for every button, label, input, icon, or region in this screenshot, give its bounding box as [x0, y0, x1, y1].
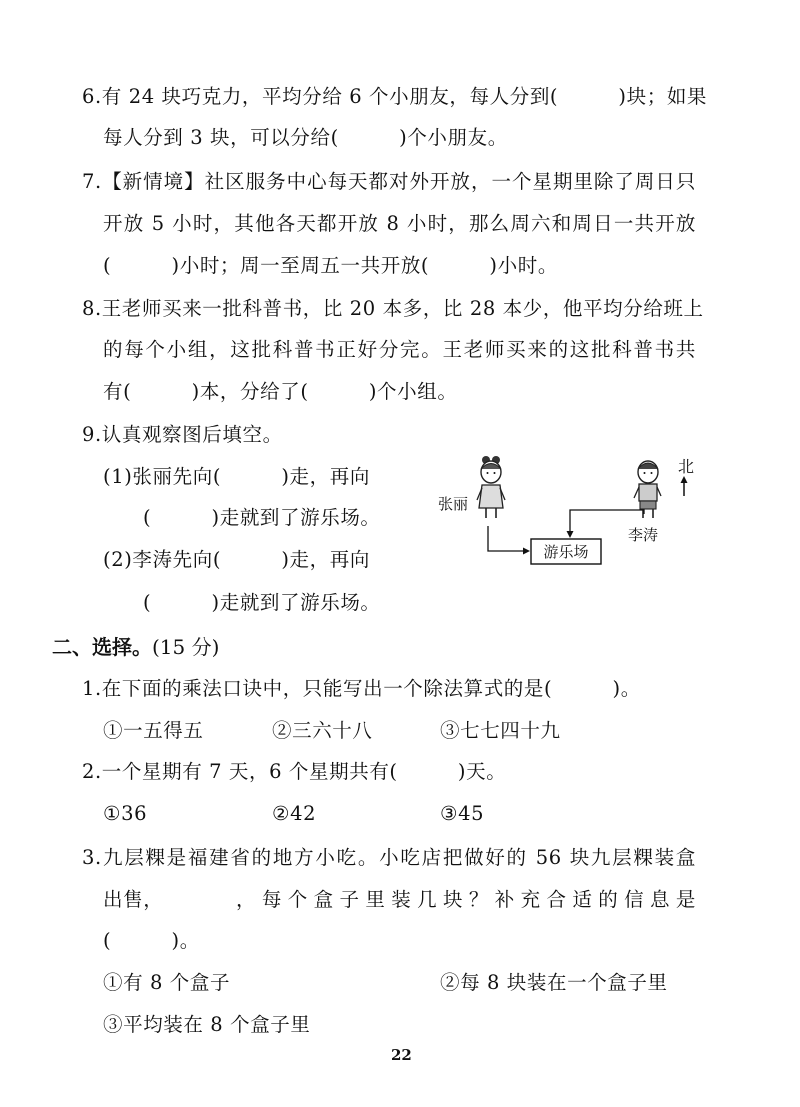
q8-line2: 的每个小组，这批科普书正好分完。王老师买来的这批科普书共: [103, 338, 696, 361]
q8-line3: 有( )本，分给了( )个小组。: [103, 380, 458, 403]
section-points: (15 分): [152, 635, 220, 659]
c3-line3: ( )。: [103, 929, 200, 952]
q9-part1-line2: ( )走就到了游乐场。: [143, 506, 381, 529]
q9-part2-line1: (2)李涛先向( )走，再向: [103, 548, 370, 571]
section-heading: 二、选择。: [52, 635, 152, 659]
zhangli-path-arrowhead-icon: [523, 548, 530, 555]
q7-line1: 7.【新情境】社区服务中心每天都对外开放，一个星期里除了周日只: [82, 170, 696, 193]
q7-line3: ( )小时；周一至周五一共开放( )小时。: [103, 254, 558, 277]
c2-stem: 2.一个星期有 7 天，6 个星期共有( )天。: [82, 760, 507, 783]
q9-figure-svg: [430, 452, 720, 582]
c3-line2-part1: 出售，: [103, 888, 164, 911]
page-number: 22: [391, 1046, 412, 1064]
q8-line1: 8.王老师买来一批科普书，比 20 本多，比 28 本少，他平均分给班上: [82, 297, 704, 320]
q6-line2: 每人分到 3 块，可以分给( )个小朋友。: [103, 126, 508, 149]
c1-option-1: ①一五得五: [103, 719, 204, 742]
c3-line2-part2: ，每个盒子里装几块？补充合适的信息是: [236, 888, 696, 911]
zhangli-path: [488, 526, 525, 551]
c1-stem: 1.在下面的乘法口诀中，只能写出一个除法算式的是( )。: [82, 677, 641, 700]
q6-line1: 6.有 24 块巧克力，平均分给 6 个小朋友，每人分到( )块；如果: [82, 85, 708, 108]
north-arrowhead-icon: [681, 476, 688, 483]
litao-label: 李涛: [628, 526, 659, 544]
c2-option-1: ①36: [103, 802, 148, 825]
c3-option-3: ③平均装在 8 个盒子里: [103, 1013, 311, 1036]
zhangli-label: 张丽: [438, 495, 469, 513]
section-title: [52, 634, 219, 660]
c1-option-2: ②三六十八: [272, 719, 373, 742]
zhangli-girl-icon: [477, 456, 505, 518]
c2-option-3: ③45: [440, 802, 485, 825]
north-label: 北: [678, 457, 695, 476]
c3-option-2: ②每 8 块装在一个盒子里: [440, 971, 668, 994]
q9-part1-line1: (1)张丽先向( )走，再向: [103, 465, 370, 488]
park-label: 游乐场: [543, 543, 589, 561]
q9-stem: 9.认真观察图后填空。: [82, 423, 283, 446]
c3-option-1: ①有 8 个盒子: [103, 971, 231, 994]
c2-option-2: ②42: [272, 802, 317, 825]
q9-figure: [430, 452, 720, 582]
c1-option-3: ③七七四十九: [440, 719, 561, 742]
litao-path-arrowhead-icon: [567, 531, 574, 538]
q7-line2: 开放 5 小时，其他各天都开放 8 小时，那么周六和周日一共开放: [103, 212, 696, 235]
c3-line1: 3.九层粿是福建省的地方小吃。小吃店把做好的 56 块九层粿装盒: [82, 846, 696, 869]
q9-part2-line2: ( )走就到了游乐场。: [143, 591, 381, 614]
